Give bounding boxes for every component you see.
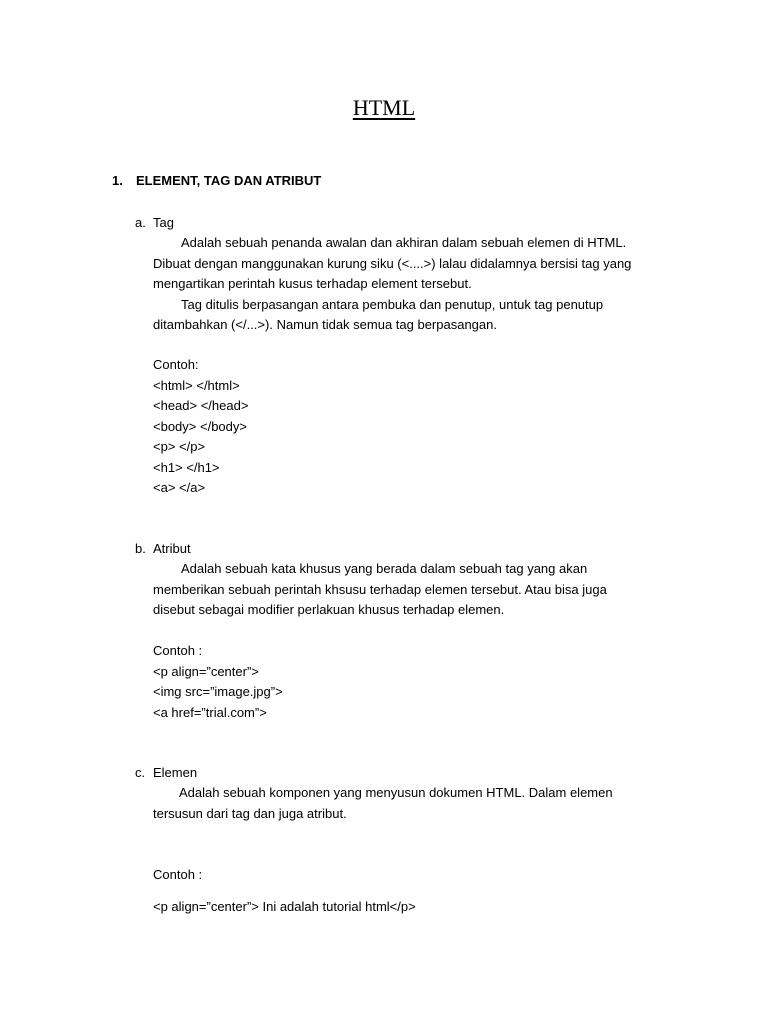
subsection-tag-label — [135, 213, 174, 234]
code-example: <p align=”center”> Ini adalah tutorial html</p> — [153, 899, 416, 914]
subsection-letter: a. — [135, 215, 146, 230]
paragraph-line: mengartikan perintah kusus terhadap element tersebut. — [153, 276, 472, 291]
elemen-example-label-block — [153, 865, 653, 886]
paragraph-line: ditambahkan (</...>). Namun tidak semua tag berpasangan. — [153, 317, 497, 332]
subsection-letter: b. — [135, 541, 146, 556]
paragraph-line: Dibuat dengan manggunakan kurung siku (<....>) lalau didalamnya bersisi tag yang — [153, 255, 632, 271]
code-example: <img src=”image.jpg”> — [153, 684, 283, 699]
paragraph-line: tersusun dari tag dan juga atribut. — [153, 805, 347, 821]
atribut-examples — [153, 641, 653, 723]
paragraph-line: Adalah sebuah penanda awalan dan akhiran dalam sebuah elemen di HTML. — [181, 235, 627, 250]
example-label: Contoh : — [153, 867, 203, 882]
section-number: 1. — [112, 173, 123, 188]
code-example: <body> </body> — [153, 418, 247, 434]
elemen-example-block — [153, 897, 653, 918]
code-example: <p> </p> — [153, 439, 206, 454]
code-example: <a> </a> — [153, 480, 206, 495]
subsection-letter: c. — [135, 765, 146, 780]
subsection-elemen-label — [135, 763, 197, 784]
paragraph-line: Adalah sebuah komponen yang menyusun dokumen HTML. Dalam elemen — [179, 785, 613, 800]
code-example: <head> </head> — [153, 398, 249, 413]
code-example: <a href=”trial.com”> — [153, 704, 267, 720]
section-heading — [112, 171, 321, 192]
code-example: <h1> </h1> — [153, 459, 220, 475]
subsection-title: Elemen — [153, 765, 198, 780]
paragraph-line: disebut sebagai modifier perlakuan khusus terhadap elemen. — [153, 602, 505, 617]
document-title: HTML — [352, 95, 416, 120]
paragraph-line: Tag ditulis berpasangan antara pembuka dan penutup, untuk tag penutup — [181, 296, 604, 312]
code-example: <html> </html> — [153, 377, 240, 393]
example-label: Contoh : — [153, 643, 203, 658]
atribut-description — [153, 559, 653, 621]
code-example: <p align=”center”> — [153, 663, 259, 679]
paragraph-line: memberikan sebuah perintah khsusu terhadap elemen tersebut. Atau bisa juga — [153, 581, 607, 597]
example-label: Contoh: — [153, 357, 199, 372]
subsection-title: Atribut — [153, 541, 191, 556]
elemen-description — [153, 783, 653, 824]
paragraph-line: Adalah sebuah kata khusus yang berada dalam sebuah tag yang akan — [181, 561, 588, 576]
section-heading-text: ELEMENT, TAG DAN ATRIBUT — [136, 173, 322, 188]
tag-description — [153, 233, 653, 336]
tag-examples — [153, 355, 653, 499]
subsection-title: Tag — [153, 215, 174, 230]
subsection-atribut-label — [135, 539, 191, 560]
